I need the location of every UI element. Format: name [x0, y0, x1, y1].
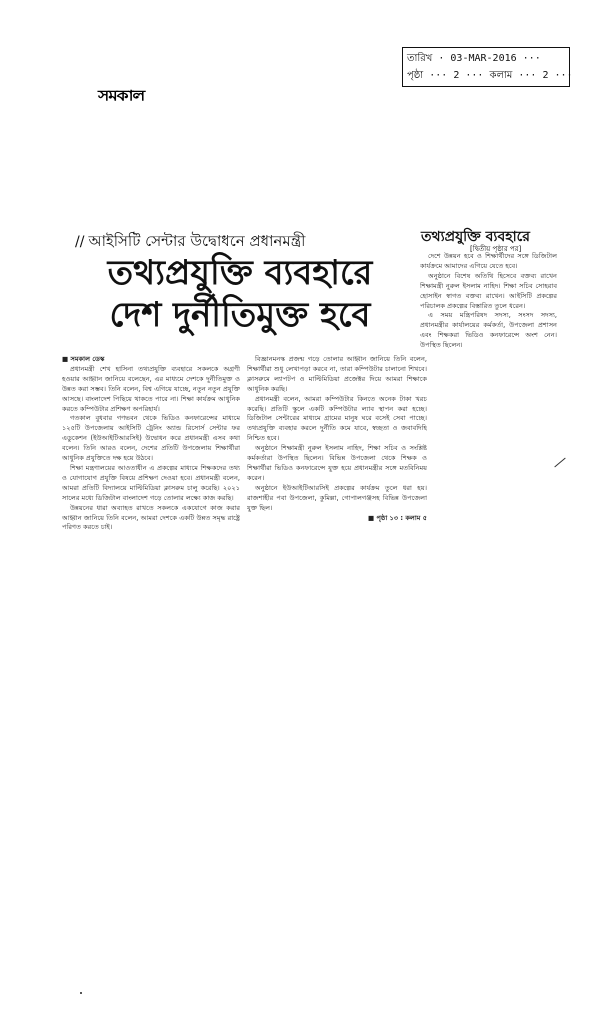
- date-label: তারিখ: [407, 53, 433, 64]
- paragraph: গতকাল বুধবার গণভবন থেকে ভিডিও কনফারেন্সের মাধ্যমে ১২৫টি উপজেলায় আইসিটি ট্রেনিং অ্যান্ড রিসোর্স সেন্টার ফর এডুকেশন (ইউআইটিআরসিই) উদ্বোধন করে প্রধানমন্ত্রী এসব কথা বলেন। তিনি আরও বলেন, দেশের প্রতিটি উপজেলায় শিক্ষার্থীরা আধুনিক প্রযুক্তিতে দক্ষ হয়ে উঠবে।: [62, 414, 240, 463]
- column-label: কলাম: [489, 70, 513, 81]
- article-column-left: [62, 355, 240, 665]
- continuation-column: [420, 252, 557, 477]
- paragraph: দেশে উন্নয়ন হবে ও শিক্ষার্থীদের সঙ্গে ডিজিটাল কার্যক্রমে আমাদের এগিয়ে যেতে হবে।: [420, 252, 557, 270]
- article-column-middle: [247, 355, 427, 655]
- paragraph: অনুষ্ঠানে বিশেষ অতিথি হিসেবে বক্তব্য রাখেন শিক্ষামন্ত্রী নুরুল ইসলাম নাহিদ। শিক্ষা সচিব সোহরাব হোসাইন স্বাগত বক্তব্য রাখেন। আইসিটি প্রকল্পের পরিচালক প্রকল্পের বিস্তারিত তুলে ধরেন।: [420, 271, 557, 310]
- headline-line-2: দেশ দুর্নীতিমুক্ত হবে: [109, 295, 371, 335]
- continuation-subline: [দ্বিতীয় পৃষ্ঠার পর]: [470, 245, 522, 253]
- newspaper-masthead-logo: সমকাল: [98, 87, 145, 105]
- paragraph: উন্নয়নের ধারা অব্যাহত রাখতে সকলকে একযোগে কাজ করার আহ্বান জানিয়ে তিনি বলেন, আমরা দেশকে একটি উন্নত সমৃদ্ধ রাষ্ট্রে পরিণত করতে চাই।: [62, 503, 240, 532]
- scan-speck: [80, 992, 82, 994]
- kicker-text: আইসিটি সেন্টার উদ্বোধনে প্রধানমন্ত্রী: [88, 232, 306, 250]
- slash-mark-icon: //: [75, 234, 85, 250]
- article-source: ■ সমকাল ডেস্ক: [62, 355, 105, 363]
- paragraph: শিক্ষা মন্ত্রণালয়ের আওতাধীন এ প্রকল্পের মাধ্যমে শিক্ষকদের তথ্য ও যোগাযোগ প্রযুক্তি বিষয়ে প্রশিক্ষণ দেওয়া হবে। প্রধানমন্ত্রী বলেন, আমরা প্রতিটি বিদ্যালয়ে মাল্টিমিডিয়া ক্লাসরুম চালু করেছি। ২০২১ সালের মধ্যে ডিজিটাল বাংলাদেশ গড়ে তোলার লক্ষ্যে কাজ করছি।: [62, 463, 240, 502]
- paragraph: অনুষ্ঠানে ইউআইটিআরসিই প্রকল্পের কার্যক্রম তুলে ধরা হয়। রাজশাহীর পবা উপজেলা, কুমিল্লা, গোপালগঞ্জসহ বিভিন্ন উপজেলা যুক্ত ছিল।: [247, 483, 427, 512]
- headline-line-1: তথ্যপ্রযুক্তি ব্যবহারে: [107, 253, 373, 293]
- paragraph: প্রধানমন্ত্রী শেখ হাসিনা তথ্যপ্রযুক্তি ব্যবহারে সকলকে অগ্রণী হওয়ার আহ্বান জানিয়ে বলেছেন, এর মাধ্যমে দেশকে দুর্নীতিমুক্ত ও উন্নত করা সম্ভব। তিনি বলেন, বিশ্ব এগিয়ে যাচ্ছে, নতুন নতুন প্রযুক্তি আসছে। বাংলাদেশ পিছিয়ে থাকতে পারে না। শিক্ষা কার্যক্রম আধুনিক করতে কম্পিউটার প্রশিক্ষণ অপরিহার্য।: [62, 364, 240, 413]
- continuation-headline: তথ্যপ্রযুক্তি ব্যবহারে: [421, 229, 531, 245]
- paragraph: অনুষ্ঠানে শিক্ষামন্ত্রী নুরুল ইসলাম নাহিদ, শিক্ষা সচিব ও সংশ্লিষ্ট কর্মকর্তারা উপস্থিত ছিলেন। বিভিন্ন উপজেলা থেকে শিক্ষক ও শিক্ষার্থীরা ভিডিও কনফারেন্সে যুক্ত হয়ে প্রধানমন্ত্রীর সঙ্গে মতবিনিময় করেন।: [247, 444, 427, 482]
- paragraph: প্রধানমন্ত্রী বলেন, আমরা কম্পিউটার কিনতে অনেক টাকা খরচ করেছি। প্রতিটি স্কুলে একটি কম্পিউটার ল্যাব স্থাপন করা হচ্ছে। ডিজিটাল সেন্টারের মাধ্যমে গ্রামের মানুষ ঘরে বসেই সেবা পাচ্ছে। তথ্যপ্রযুক্তি ব্যবহার করলে দুর্নীতি কমে যাবে, স্বচ্ছতা ও জবাবদিহি নিশ্চিত হবে।: [247, 394, 427, 443]
- page-label: পৃষ্ঠা: [407, 70, 424, 81]
- paragraph: এ সময় মন্ত্রিপরিষদ সদস্য, সংসদ সদস্য, প্রধানমন্ত্রীর কার্যালয়ের কর্মকর্তা, উপজেলা প্রশাসন এবং শিক্ষকরা ভিডিও কনফারেন্সে অংশ নেন। উপস্থিত ছিলেন।: [420, 311, 557, 350]
- archive-date-stamp: তারিখ · 03-MAR-2016 ··· পৃষ্ঠা ··· 2 ··· কলাম ··· 2 ···: [402, 47, 570, 87]
- column-value: 2: [542, 70, 549, 81]
- page-value: 2: [453, 70, 460, 81]
- paragraph: বিজ্ঞানমনস্ক প্রজন্ম গড়ে তোলার আহ্বান জানিয়ে তিনি বলেন, শিক্ষার্থীরা শুধু লেখাপড়া করবে না, তারা কম্পিউটার চালানো শিখবে। ক্লাসরুমে ল্যাপটপ ও মাল্টিমিডিয়া প্রজেক্টর দিয়ে আমরা শিক্ষাকে আধুনিক করছি।: [247, 355, 427, 393]
- continued-on-label: ■ পৃষ্ঠা ১৩ : কলাম ৫: [368, 513, 427, 522]
- article-headline: [90, 252, 390, 336]
- date-value: 03-MAR-2016: [450, 53, 517, 64]
